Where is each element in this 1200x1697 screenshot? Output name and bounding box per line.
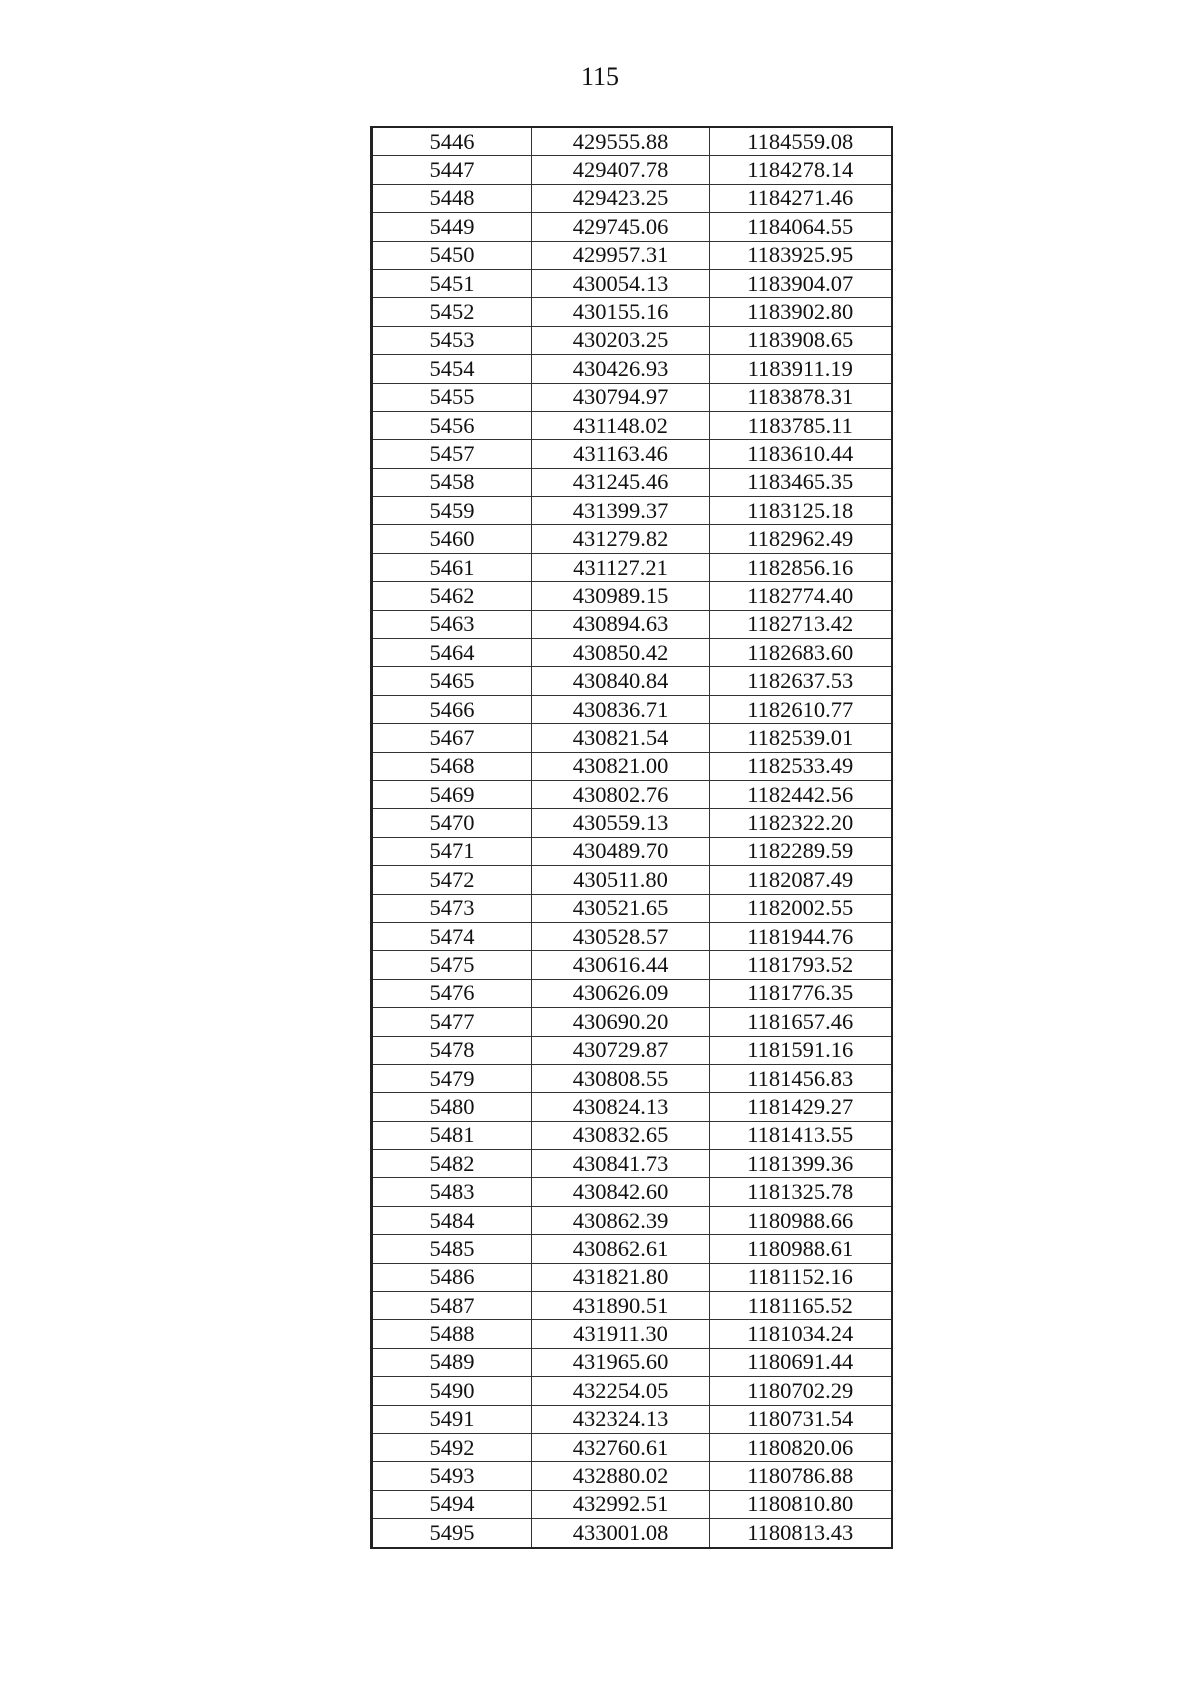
y-coordinate-cell: 1180702.29 [710,1377,892,1405]
x-coordinate-cell: 431399.37 [532,497,710,525]
table-row [372,809,892,837]
y-coordinate-cell: 1182002.55 [710,894,892,922]
x-coordinate-cell: 430511.80 [532,866,710,894]
x-coordinate-cell: 430559.13 [532,809,710,837]
x-coordinate-cell: 431911.30 [532,1320,710,1348]
point-id-cell: 5460 [372,525,532,553]
x-coordinate-cell: 430626.09 [532,979,710,1007]
y-coordinate-cell: 1181944.76 [710,922,892,950]
y-coordinate-cell: 1182533.49 [710,752,892,780]
point-id-cell: 5468 [372,752,532,780]
table-row [372,1206,892,1234]
point-id-cell: 5455 [372,383,532,411]
x-coordinate-cell: 431148.02 [532,411,710,439]
point-id-cell: 5454 [372,355,532,383]
y-coordinate-cell: 1184278.14 [710,156,892,184]
x-coordinate-cell: 430989.15 [532,582,710,610]
table-row [372,383,892,411]
table-row [372,951,892,979]
table-row [372,411,892,439]
x-coordinate-cell: 429555.88 [532,127,710,156]
y-coordinate-cell: 1180813.43 [710,1519,892,1548]
x-coordinate-cell: 432254.05 [532,1377,710,1405]
x-coordinate-cell: 430155.16 [532,298,710,326]
table-row [372,1433,892,1461]
table-row [372,979,892,1007]
y-coordinate-cell: 1182289.59 [710,837,892,865]
y-coordinate-cell: 1180810.80 [710,1490,892,1518]
y-coordinate-cell: 1184271.46 [710,184,892,212]
y-coordinate-cell: 1182087.49 [710,866,892,894]
point-id-cell: 5492 [372,1433,532,1461]
table-row [372,1008,892,1036]
table-row [372,326,892,354]
y-coordinate-cell: 1181776.35 [710,979,892,1007]
y-coordinate-cell: 1181657.46 [710,1008,892,1036]
table-row [372,1320,892,1348]
y-coordinate-cell: 1184559.08 [710,127,892,156]
x-coordinate-cell: 430824.13 [532,1093,710,1121]
x-coordinate-cell: 429407.78 [532,156,710,184]
x-coordinate-cell: 429745.06 [532,213,710,241]
point-id-cell: 5457 [372,440,532,468]
point-id-cell: 5495 [372,1519,532,1548]
x-coordinate-cell: 430894.63 [532,610,710,638]
point-id-cell: 5493 [372,1462,532,1490]
point-id-cell: 5487 [372,1292,532,1320]
y-coordinate-cell: 1180988.61 [710,1235,892,1263]
point-id-cell: 5485 [372,1235,532,1263]
point-id-cell: 5480 [372,1093,532,1121]
table-row [372,127,892,156]
y-coordinate-cell: 1180820.06 [710,1433,892,1461]
x-coordinate-cell: 430840.84 [532,667,710,695]
y-coordinate-cell: 1183911.19 [710,355,892,383]
table-row [372,1121,892,1149]
point-id-cell: 5490 [372,1377,532,1405]
y-coordinate-cell: 1183125.18 [710,497,892,525]
point-id-cell: 5447 [372,156,532,184]
point-id-cell: 5481 [372,1121,532,1149]
y-coordinate-cell: 1181165.52 [710,1292,892,1320]
y-coordinate-cell: 1182962.49 [710,525,892,553]
y-coordinate-cell: 1180731.54 [710,1405,892,1433]
y-coordinate-cell: 1183925.95 [710,241,892,269]
y-coordinate-cell: 1182713.42 [710,610,892,638]
y-coordinate-cell: 1181152.16 [710,1263,892,1291]
point-id-cell: 5459 [372,497,532,525]
y-coordinate-cell: 1183465.35 [710,468,892,496]
x-coordinate-cell: 431245.46 [532,468,710,496]
x-coordinate-cell: 432992.51 [532,1490,710,1518]
y-coordinate-cell: 1181034.24 [710,1320,892,1348]
x-coordinate-cell: 430862.39 [532,1206,710,1234]
table-row [372,553,892,581]
y-coordinate-cell: 1182610.77 [710,695,892,723]
point-id-cell: 5473 [372,894,532,922]
y-coordinate-cell: 1184064.55 [710,213,892,241]
point-id-cell: 5475 [372,951,532,979]
point-id-cell: 5479 [372,1064,532,1092]
y-coordinate-cell: 1182856.16 [710,553,892,581]
y-coordinate-cell: 1182322.20 [710,809,892,837]
y-coordinate-cell: 1183785.11 [710,411,892,439]
table-row [372,582,892,610]
y-coordinate-cell: 1181413.55 [710,1121,892,1149]
x-coordinate-cell: 430489.70 [532,837,710,865]
y-coordinate-cell: 1181793.52 [710,951,892,979]
point-id-cell: 5470 [372,809,532,837]
y-coordinate-cell: 1182442.56 [710,780,892,808]
y-coordinate-cell: 1181429.27 [710,1093,892,1121]
y-coordinate-cell: 1181399.36 [710,1150,892,1178]
table-row [372,667,892,695]
y-coordinate-cell: 1183908.65 [710,326,892,354]
table-row [372,724,892,752]
table-row [372,525,892,553]
point-id-cell: 5456 [372,411,532,439]
table-row [372,1235,892,1263]
x-coordinate-cell: 430426.93 [532,355,710,383]
x-coordinate-cell: 430808.55 [532,1064,710,1092]
table-row [372,639,892,667]
x-coordinate-cell: 430841.73 [532,1150,710,1178]
point-id-cell: 5452 [372,298,532,326]
point-id-cell: 5474 [372,922,532,950]
x-coordinate-cell: 430862.61 [532,1235,710,1263]
x-coordinate-cell: 430616.44 [532,951,710,979]
table-row [372,1292,892,1320]
x-coordinate-cell: 430729.87 [532,1036,710,1064]
x-coordinate-cell: 430690.20 [532,1008,710,1036]
point-id-cell: 5489 [372,1348,532,1376]
point-id-cell: 5449 [372,213,532,241]
point-id-cell: 5451 [372,269,532,297]
y-coordinate-cell: 1182637.53 [710,667,892,695]
point-id-cell: 5484 [372,1206,532,1234]
y-coordinate-cell: 1183610.44 [710,440,892,468]
x-coordinate-cell: 431890.51 [532,1292,710,1320]
point-id-cell: 5448 [372,184,532,212]
table-row [372,355,892,383]
point-id-cell: 5486 [372,1263,532,1291]
x-coordinate-cell: 430054.13 [532,269,710,297]
point-id-cell: 5458 [372,468,532,496]
table-row [372,610,892,638]
x-coordinate-cell: 429423.25 [532,184,710,212]
table-row [372,1064,892,1092]
point-id-cell: 5471 [372,837,532,865]
point-id-cell: 5466 [372,695,532,723]
point-id-cell: 5488 [372,1320,532,1348]
y-coordinate-cell: 1182539.01 [710,724,892,752]
x-coordinate-cell: 431127.21 [532,553,710,581]
point-id-cell: 5483 [372,1178,532,1206]
table-row [372,1150,892,1178]
table-row [372,894,892,922]
y-coordinate-cell: 1183904.07 [710,269,892,297]
point-id-cell: 5465 [372,667,532,695]
y-coordinate-cell: 1181325.78 [710,1178,892,1206]
table-row [372,752,892,780]
table-row [372,184,892,212]
x-coordinate-cell: 432880.02 [532,1462,710,1490]
x-coordinate-cell: 431821.80 [532,1263,710,1291]
table-row [372,1490,892,1518]
x-coordinate-cell: 430821.54 [532,724,710,752]
point-id-cell: 5494 [372,1490,532,1518]
point-id-cell: 5453 [372,326,532,354]
table-row [372,837,892,865]
table-row [372,1405,892,1433]
table-row [372,922,892,950]
point-id-cell: 5467 [372,724,532,752]
point-id-cell: 5450 [372,241,532,269]
table-row [372,1036,892,1064]
y-coordinate-cell: 1180786.88 [710,1462,892,1490]
point-id-cell: 5446 [372,127,532,156]
y-coordinate-cell: 1183878.31 [710,383,892,411]
point-id-cell: 5478 [372,1036,532,1064]
y-coordinate-cell: 1180988.66 [710,1206,892,1234]
point-id-cell: 5463 [372,610,532,638]
y-coordinate-cell: 1183902.80 [710,298,892,326]
coordinates-table [370,126,893,1549]
x-coordinate-cell: 430802.76 [532,780,710,808]
table-row [372,866,892,894]
y-coordinate-cell: 1181591.16 [710,1036,892,1064]
point-id-cell: 5477 [372,1008,532,1036]
table-row [372,213,892,241]
page-number: 115 [580,62,620,91]
table-row [372,440,892,468]
table-row [372,156,892,184]
x-coordinate-cell: 430821.00 [532,752,710,780]
point-id-cell: 5469 [372,780,532,808]
x-coordinate-cell: 432760.61 [532,1433,710,1461]
x-coordinate-cell: 429957.31 [532,241,710,269]
point-id-cell: 5472 [372,866,532,894]
x-coordinate-cell: 432324.13 [532,1405,710,1433]
x-coordinate-cell: 431279.82 [532,525,710,553]
table-row [372,780,892,808]
point-id-cell: 5482 [372,1150,532,1178]
table-row [372,298,892,326]
x-coordinate-cell: 430528.57 [532,922,710,950]
x-coordinate-cell: 430521.65 [532,894,710,922]
x-coordinate-cell: 433001.08 [532,1519,710,1548]
x-coordinate-cell: 430203.25 [532,326,710,354]
y-coordinate-cell: 1182683.60 [710,639,892,667]
x-coordinate-cell: 430832.65 [532,1121,710,1149]
table-row [372,1178,892,1206]
x-coordinate-cell: 430794.97 [532,383,710,411]
table-row [372,241,892,269]
point-id-cell: 5462 [372,582,532,610]
point-id-cell: 5491 [372,1405,532,1433]
table-row [372,497,892,525]
x-coordinate-cell: 431163.46 [532,440,710,468]
y-coordinate-cell: 1181456.83 [710,1064,892,1092]
coordinates-table-body [372,127,892,1548]
table-row [372,1377,892,1405]
table-row [372,1263,892,1291]
x-coordinate-cell: 431965.60 [532,1348,710,1376]
y-coordinate-cell: 1182774.40 [710,582,892,610]
table-row [372,269,892,297]
table-row [372,1348,892,1376]
point-id-cell: 5476 [372,979,532,1007]
x-coordinate-cell: 430836.71 [532,695,710,723]
table-row [372,1462,892,1490]
table-row [372,468,892,496]
table-row [372,1093,892,1121]
table-row [372,695,892,723]
point-id-cell: 5464 [372,639,532,667]
point-id-cell: 5461 [372,553,532,581]
x-coordinate-cell: 430850.42 [532,639,710,667]
y-coordinate-cell: 1180691.44 [710,1348,892,1376]
table-row [372,1519,892,1548]
x-coordinate-cell: 430842.60 [532,1178,710,1206]
